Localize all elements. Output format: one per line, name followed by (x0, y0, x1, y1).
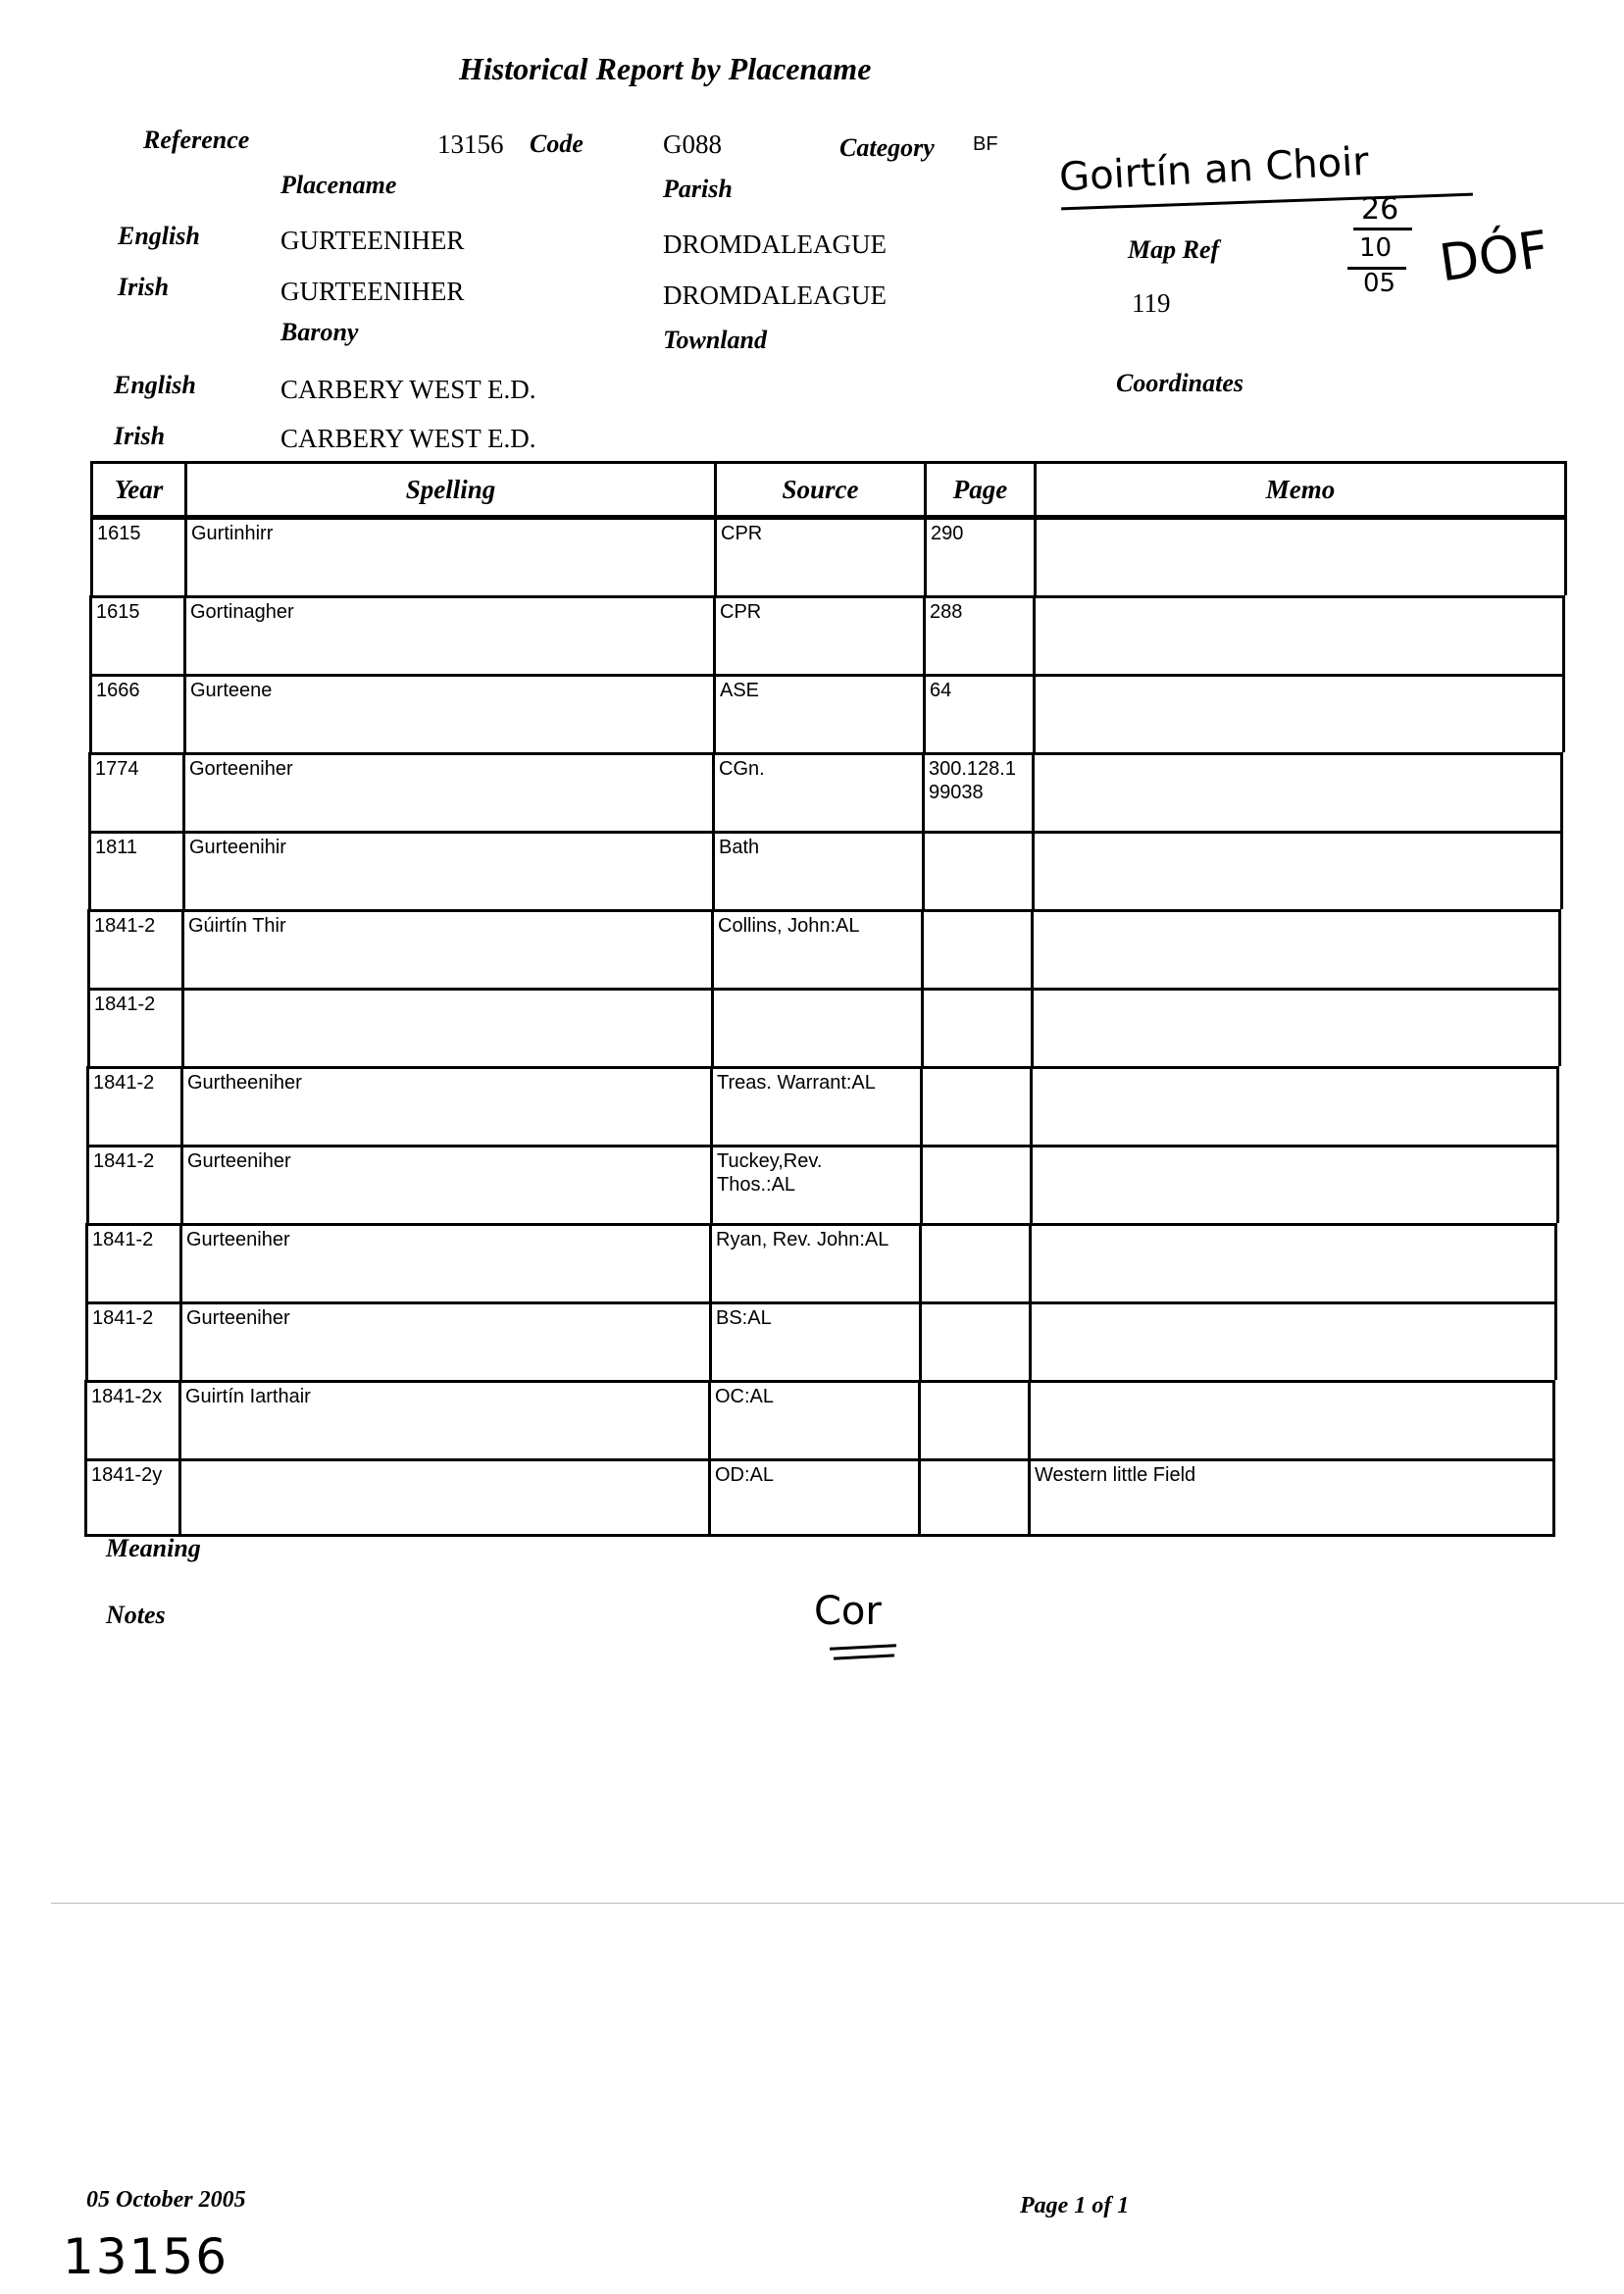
cell-year: 1841-2x (87, 1383, 181, 1458)
cell-year: 1841-2 (88, 1304, 182, 1380)
table-row (88, 831, 1563, 909)
cell-page (924, 991, 1034, 1066)
placename-label: Placename (280, 171, 397, 199)
cell-year: 1841-2y (87, 1461, 181, 1534)
cell-memo (1032, 1226, 1554, 1301)
map-ref-label: Map Ref (1128, 235, 1220, 264)
header-source: Source (717, 464, 927, 515)
cell-spelling (181, 1461, 711, 1534)
table-row (86, 1145, 1559, 1223)
townland-label: Townland (663, 326, 767, 354)
header-year: Year (93, 464, 187, 515)
cell-source: BS:AL (712, 1304, 922, 1380)
cell-page (922, 1304, 1032, 1380)
cell-spelling: Gurteeniher (182, 1226, 712, 1301)
handwritten-date-mid: 10 (1359, 233, 1393, 263)
cell-year: 1615 (92, 598, 186, 674)
cell-year: 1841-2 (90, 912, 184, 988)
cell-spelling: Gurtheeniher (183, 1069, 713, 1145)
cell-memo (1032, 1304, 1554, 1380)
table-row (84, 1458, 1555, 1537)
header-memo: Memo (1265, 474, 1336, 504)
table-row (84, 1380, 1555, 1458)
cell-page: 288 (926, 598, 1036, 674)
category-value: BF (973, 133, 998, 155)
cell-year: 1774 (91, 755, 185, 831)
cell-memo (1033, 1147, 1556, 1223)
cell-page (923, 1069, 1033, 1145)
cell-memo (1035, 834, 1560, 909)
placename-english: GURTEENIHER (280, 226, 465, 255)
footer-date: 05 October 2005 (86, 2187, 246, 2213)
header-spelling: Spelling (187, 464, 717, 515)
parish-irish: DROMDALEAGUE (663, 280, 887, 310)
cell-memo (1035, 755, 1560, 831)
cell-memo (1036, 598, 1562, 674)
cell-spelling: Gurteene (186, 677, 716, 752)
cell-year: 1811 (91, 834, 185, 909)
cell-source: OD:AL (711, 1461, 921, 1534)
table-row (86, 1066, 1559, 1145)
cell-spelling (184, 991, 714, 1066)
handwritten-cor: Cor (814, 1589, 882, 1634)
table-row (89, 595, 1565, 674)
handwritten-irish-name: Goirtín an Choir (1058, 138, 1370, 201)
cell-spelling: Gorteeniher (185, 755, 715, 831)
table-row (89, 674, 1565, 752)
cell-spelling: Guirtín Iarthair (181, 1383, 711, 1458)
cell-page: 290 (927, 520, 1037, 595)
cell-year: 1615 (93, 520, 187, 595)
cell-year: 1841-2 (89, 1147, 183, 1223)
cell-spelling: Gurtinhirr (187, 520, 717, 595)
notes-label: Notes (106, 1601, 166, 1629)
cell-spelling: Gúirtín Thir (184, 912, 714, 988)
table-row (87, 988, 1561, 1066)
cell-year: 1666 (92, 677, 186, 752)
table-row (90, 517, 1567, 595)
cell-source (714, 991, 924, 1066)
cell-source: Bath (715, 834, 925, 909)
irish-label: Irish (118, 273, 170, 301)
cell-memo (1034, 991, 1558, 1066)
cell-page (923, 1147, 1033, 1223)
cell-page: 300.128.1 99038 (925, 755, 1035, 831)
barony-english: CARBERY WEST E.D. (280, 375, 536, 404)
handwritten-cor-underline-1 (830, 1644, 896, 1651)
coordinates-label: Coordinates (1116, 369, 1244, 397)
barony-english-label: English (114, 371, 196, 399)
handwritten-cor-underline-2 (834, 1654, 894, 1659)
divider-line (51, 1903, 1624, 1904)
handwritten-date-bot: 05 (1363, 269, 1396, 298)
cell-page (922, 1226, 1032, 1301)
code-value: G088 (663, 129, 722, 159)
cell-source: Ryan, Rev. John:AL (712, 1226, 922, 1301)
map-ref-value: 119 (1132, 288, 1171, 318)
cell-year: 1841-2 (88, 1226, 182, 1301)
table-row (85, 1301, 1557, 1380)
barony-irish: CARBERY WEST E.D. (280, 424, 536, 453)
cell-spelling: Gurteeniher (183, 1147, 713, 1223)
cell-source: CGn. (715, 755, 925, 831)
header-page: Page (927, 464, 1037, 515)
english-label: English (118, 222, 200, 250)
cell-page (925, 834, 1035, 909)
cell-memo (1034, 912, 1558, 988)
cell-memo (1037, 520, 1564, 595)
table-row (88, 752, 1563, 831)
cell-page (924, 912, 1034, 988)
cell-source: CPR (716, 598, 926, 674)
cell-page (921, 1383, 1031, 1458)
report-title: Historical Report by Placename (459, 51, 872, 86)
cell-source: OC:AL (711, 1383, 921, 1458)
reference-value: 13156 (437, 129, 504, 159)
cell-memo (1031, 1383, 1552, 1458)
meaning-label: Meaning (106, 1534, 201, 1562)
cell-memo: Western little Field (1035, 1464, 1196, 1486)
parish-english: DROMDALEAGUE (663, 229, 887, 259)
category-label: Category (839, 133, 935, 162)
handwritten-initials: DÓF (1436, 220, 1552, 294)
cell-source: Treas. Warrant:AL (713, 1069, 923, 1145)
cell-memo (1036, 677, 1562, 752)
reference-label: Reference (143, 126, 250, 154)
cell-source: Tuckey,Rev. Thos.:AL (713, 1147, 923, 1223)
cell-source: ASE (716, 677, 926, 752)
barony-label: Barony (280, 318, 359, 346)
code-label: Code (530, 129, 584, 158)
cell-source: Collins, John:AL (714, 912, 924, 988)
handwritten-date-top: 26 (1361, 192, 1399, 227)
cell-page (921, 1461, 1031, 1534)
table-row (87, 909, 1561, 988)
handwritten-ref-number: 13156 (63, 2228, 229, 2285)
footer-page: Page 1 of 1 (1020, 2193, 1130, 2218)
placename-irish: GURTEENIHER (280, 277, 465, 306)
cell-memo (1033, 1069, 1556, 1145)
cell-spelling: Gurteenihir (185, 834, 715, 909)
barony-irish-label: Irish (114, 422, 166, 450)
cell-year: 1841-2 (89, 1069, 183, 1145)
cell-spelling: Gortinagher (186, 598, 716, 674)
cell-year: 1841-2 (90, 991, 184, 1066)
handwritten-date-line-1 (1353, 228, 1412, 230)
cell-page: 64 (926, 677, 1036, 752)
cell-source: CPR (717, 520, 927, 595)
cell-spelling: Gurteeniher (182, 1304, 712, 1380)
table-header (90, 461, 1567, 518)
parish-label: Parish (663, 175, 733, 203)
table-row (85, 1223, 1557, 1301)
